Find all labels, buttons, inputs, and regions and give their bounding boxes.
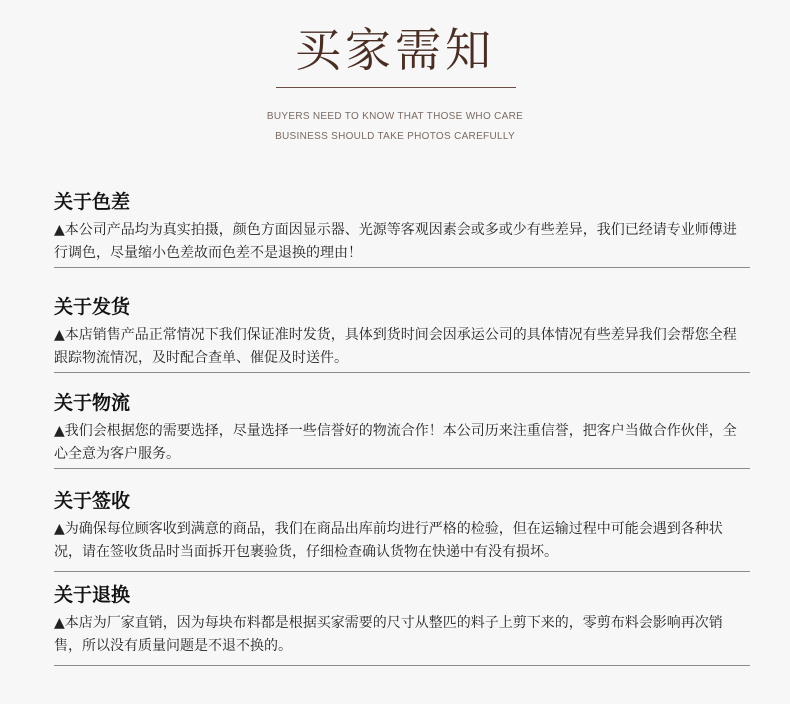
subtitle-line-2: BUSINESS SHOULD TAKE PHOTOS CAREFULLY [275,131,515,142]
section-logistics [54,391,754,466]
section-returns [54,583,754,658]
section-body: ▲我们会根据您的需要选择，尽量选择一些信誉好的物流合作！本公司历来注重信誉，把客户当做合作伙伴，全心全意为客户服务。 [54,423,737,462]
section-color-difference [54,190,754,265]
subtitle-line-1: BUYERS NEED TO KNOW THAT THOSE WHO CARE [266,111,524,122]
section-heading: 关于物流 [54,392,131,414]
section-divider [54,665,750,666]
section-body: ▲本店为厂家直销，因为每块布料都是根据买家需要的尺寸从整匹的料子上剪下来的，零剪布料会影响再次销售，所以没有质量问题是不退不换的。 [54,615,723,654]
section-heading: 关于退换 [54,584,131,606]
section-divider [54,571,750,572]
section-heading: 关于签收 [54,490,131,512]
section-divider [54,267,750,268]
section-shipping [54,295,754,370]
section-divider [54,372,750,373]
section-body: ▲为确保每位顾客收到满意的商品，我们在商品出库前均进行严格的检验，但在运输过程中可能会遇到各种状况，请在签收货品时当面拆开包裹验货，仔细检查确认货物在快递中有没有损坏。 [54,521,723,560]
title-divider [276,87,516,88]
section-body: ▲本公司产品均为真实拍摄，颜色方面因显示器、光源等客观因素会或多或少有些差异，我们已经请专业师傅进行调色，尽量缩小色差故而色差不是退换的理由！ [54,222,737,261]
section-body: ▲本店销售产品正常情况下我们保证准时发货，具体到货时间会因承运公司的具体情况有些差异我们会帮您全程跟踪物流情况，及时配合查单、催促及时送件。 [54,327,737,366]
section-heading: 关于发货 [54,296,131,318]
section-heading: 关于色差 [54,191,131,213]
section-divider [54,468,750,469]
section-receipt [54,489,754,564]
page-title: 买家需知 [295,23,495,77]
